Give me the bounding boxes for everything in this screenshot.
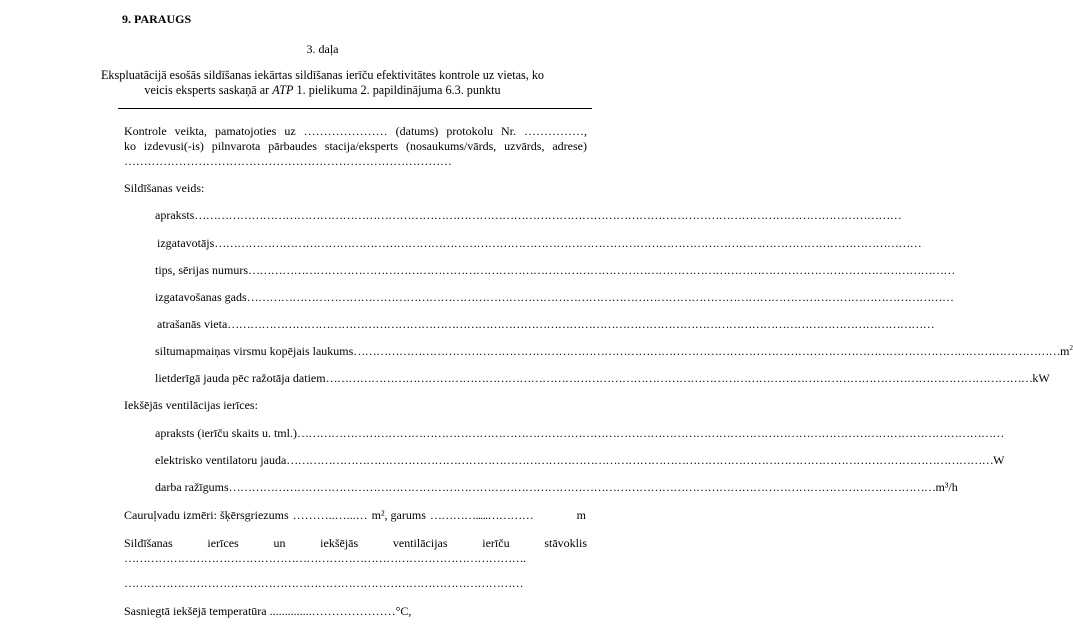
heating-description-row	[155, 208, 902, 223]
rated-power-row	[155, 371, 1050, 386]
type-serial-row	[155, 263, 955, 278]
exchange-area-label: siltumapmaiņas virsmu kopējais laukums	[155, 344, 354, 358]
part-label: 3. daļa	[306, 42, 339, 56]
control-line-1: Kontrole veikta, pamatojoties uz ………………… (datums) protokolu Nr. ……………,	[124, 124, 587, 138]
ventilation-description-label: apraksts (ierīču skaits u. tml.)	[155, 426, 297, 440]
rated-power-dots: ……………………………………………………………………………………………………………………………………………………………………	[325, 371, 1033, 385]
output-row	[155, 480, 958, 495]
ventilation-label: Iekšējās ventilācijas ierīces:	[124, 398, 258, 412]
title-atp: ATP	[272, 83, 294, 97]
heating-description-label: apraksts	[155, 208, 195, 222]
manufacture-year-row	[155, 290, 954, 305]
divider	[118, 108, 592, 109]
rated-power-label: lietderīgā jauda pēc ražotāja datiem	[155, 371, 326, 385]
ducts-area-dots: ………..…...…	[292, 508, 368, 522]
ducts-row	[124, 508, 586, 523]
fan-power-label: elektrisko ventilatoru jauda	[155, 453, 287, 467]
temperature-row	[124, 604, 411, 619]
exchange-area-unit: $m^2$	[1060, 344, 1073, 358]
output-dots: ……………………………………………………………………………………………………………………………………………………………………	[228, 480, 936, 494]
control-line-2: ko izdevusi(-is) pilnvarota pārbaudes stacija/eksperts (nosaukums/vārds, uzvārds, adrese)	[124, 139, 587, 153]
type-serial-dots: ……………………………………………………………………………………………………………………………………………………………………	[248, 263, 955, 277]
ducts-label: Cauruļvadu izmēri: šķērsgriezums	[124, 508, 289, 522]
temperature-dots: ..............…………………	[269, 604, 396, 618]
heating-type-label: Sildīšanas veids:	[124, 181, 205, 195]
manufacturer-row	[157, 236, 922, 251]
state-label: Sildīšanas ierīces un iekšējās ventilācijas ierīču stāvoklis	[124, 536, 587, 550]
type-serial-label: tips, sērijas numurs	[155, 263, 248, 277]
fan-power-dots: ……………………………………………………………………………………………………………………………………………………………………	[286, 453, 994, 467]
fan-power-row	[155, 453, 1005, 468]
state-line-2: …………………………………………………………………………………………….	[124, 551, 526, 565]
location-row	[157, 317, 935, 332]
ventilation-description-row	[155, 426, 1004, 441]
output-unit: m³/h	[935, 480, 958, 494]
temperature-label: Sasniegtā iekšējā temperatūra	[124, 604, 267, 618]
state-line-3: ……………………………………………………………………………………………	[124, 576, 524, 590]
manufacture-year-dots: ……………………………………………………………………………………………………………………………………………………………………	[246, 290, 954, 304]
ducts-length-dots: ………….....…………	[429, 508, 534, 522]
ventilation-description-dots: ……………………………………………………………………………………………………………………………………………………………………	[296, 426, 1004, 440]
title-line-2-pre: veicis eksperts saskaņā ar	[144, 83, 273, 97]
ducts-length-unit: m	[576, 508, 586, 522]
rated-power-unit: kW	[1032, 371, 1050, 385]
output-label: darba ražīgums	[155, 480, 229, 494]
manufacturer-label: izgatavotājs	[157, 236, 215, 250]
exchange-area-dots: ……………………………………………………………………………………………………………………………………………………………………	[353, 344, 1061, 358]
title-line-2	[0, 83, 645, 98]
ducts-area-unit: m², garums	[371, 508, 426, 522]
fan-power-unit: W	[993, 453, 1005, 467]
sample-heading: 9. PARAUGS	[122, 12, 192, 26]
heating-description-dots: ……………………………………………………………………………………………………………………………………………………………………	[194, 208, 902, 222]
exchange-area-row	[155, 344, 1073, 359]
temperature-unit: °C,	[395, 604, 412, 618]
location-dots: ……………………………………………………………………………………………………………………………………………………………………	[227, 317, 935, 331]
location-label: atrašanās vieta	[157, 317, 228, 331]
title-line-1: Ekspluatācijā esošās sildīšanas iekārtas sildīšanas ierīču efektivitātes kontrole uz vietas, ko	[100, 68, 545, 82]
manufacturer-dots: ……………………………………………………………………………………………………………………………………………………………………	[214, 236, 922, 250]
title-line-2-post: 1. pielikuma 2. papildinājuma 6.3. punktu	[293, 83, 501, 97]
manufacture-year-label: izgatavošanas gads	[155, 290, 247, 304]
control-line-3: …………………………………………………………………………	[124, 154, 452, 168]
